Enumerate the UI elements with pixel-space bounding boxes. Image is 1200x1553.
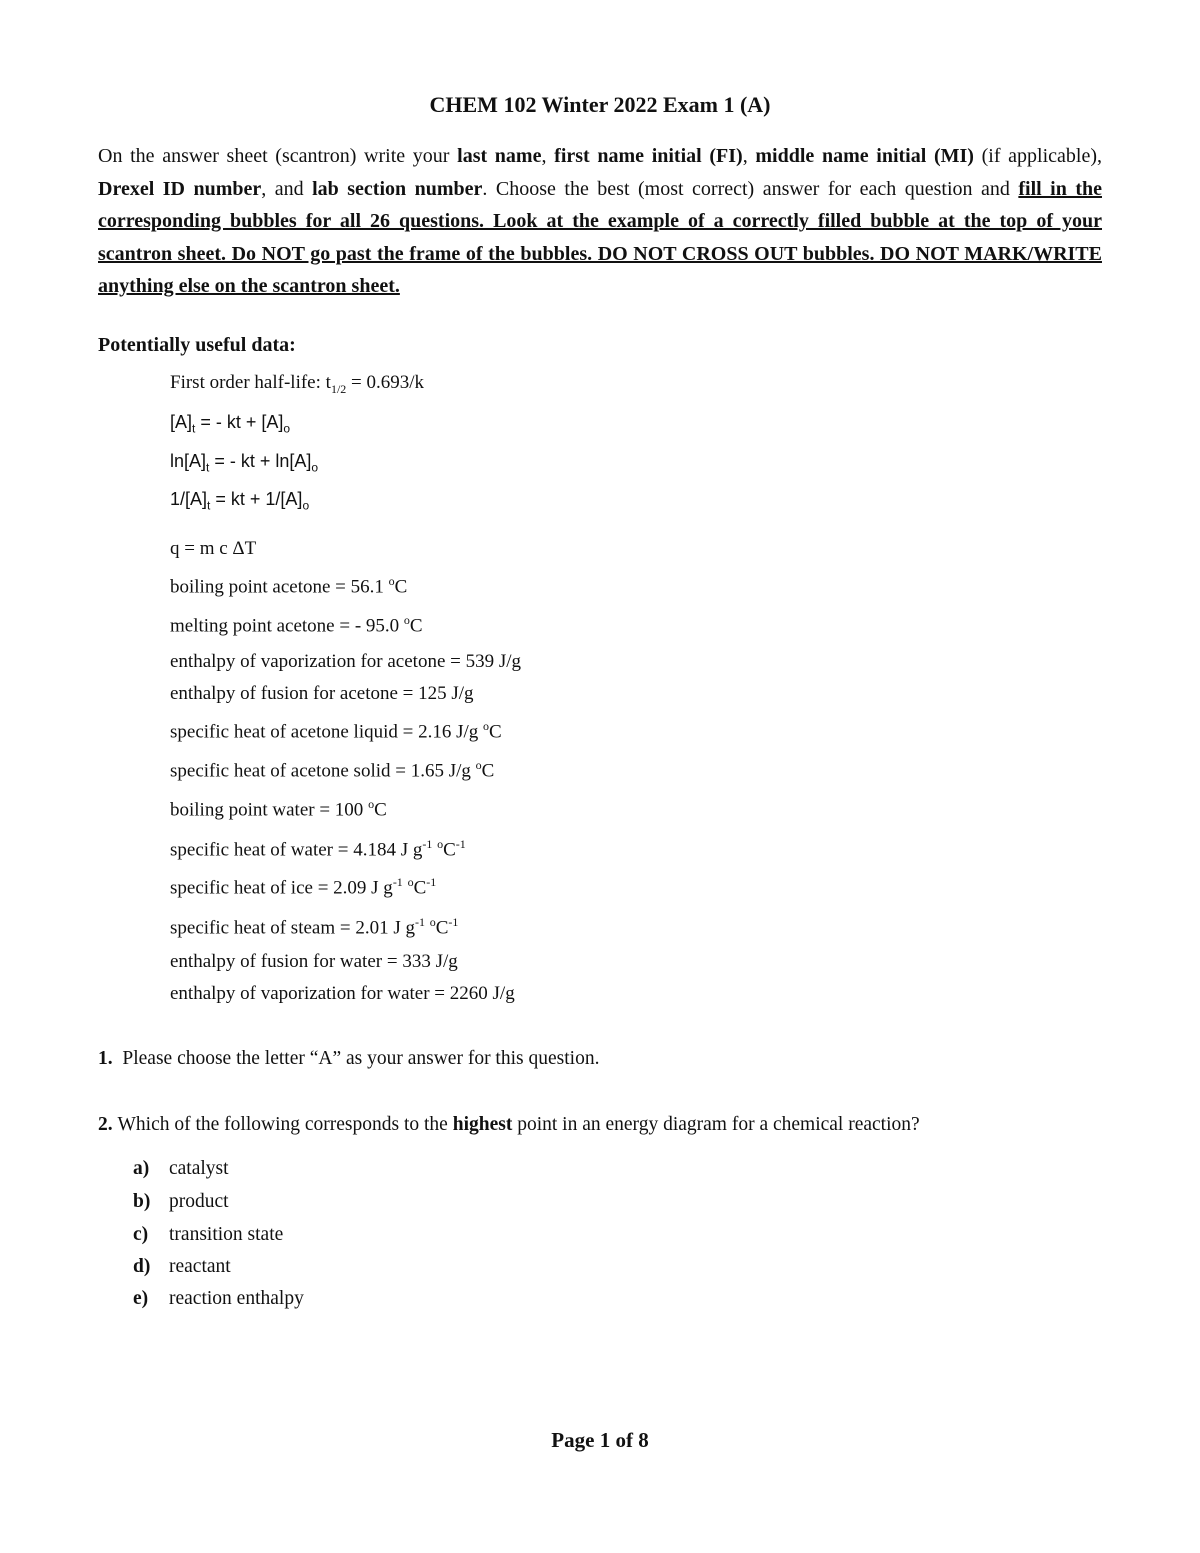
zero-order-o: o bbox=[283, 421, 291, 436]
bp-acetone bbox=[170, 574, 407, 598]
degree-sign: o bbox=[475, 758, 482, 772]
zero-order-mid: = - kt + [A] bbox=[195, 412, 284, 432]
question-emphasis: highest bbox=[452, 1114, 513, 1135]
first-order-a: ln[A] bbox=[170, 451, 207, 471]
instr-middle-initial: middle name initial (MI) bbox=[755, 145, 974, 167]
sh-steam bbox=[170, 915, 458, 939]
question-number: 1. bbox=[98, 1048, 113, 1069]
option-d bbox=[133, 1256, 231, 1278]
option-text: reaction enthalpy bbox=[169, 1288, 304, 1309]
zero-order-t: t bbox=[192, 421, 196, 436]
instr-lab-section: lab section number bbox=[312, 177, 483, 200]
instructions bbox=[98, 140, 1102, 303]
exam-title: CHEM 102 Winter 2022 Exam 1 (A) bbox=[429, 92, 771, 117]
sh-acetone-solid-text: specific heat of acetone solid = 1.65 J/g bbox=[170, 760, 476, 782]
option-text: transition state bbox=[169, 1224, 284, 1245]
first-order-o: o bbox=[311, 460, 319, 475]
half-life-t: t bbox=[325, 372, 331, 393]
celsius-unit: C bbox=[374, 799, 387, 821]
page-number: Page 1 of 8 bbox=[551, 1428, 649, 1452]
option-text: catalyst bbox=[169, 1158, 229, 1179]
question-number: 2. bbox=[98, 1114, 113, 1135]
instr-bubble-rules: fill in the corresponding bubbles for all 26 questions. Look at the example of a correctly filled bubble at the top of your scantron sheet. Do NOT go past the frame of the bubbles. DO NOT CROSS OUT bubbles. DO NOT MARK/WRITE anything else on the scantron sheet. bbox=[98, 177, 1102, 297]
instr-drexel-id: Drexel ID number bbox=[98, 177, 262, 200]
instr-text-3: , bbox=[742, 145, 756, 167]
half-life-sub: 1/2 bbox=[330, 381, 347, 396]
second-order-t: t bbox=[207, 498, 211, 513]
instr-first-initial: first name initial (FI) bbox=[554, 145, 743, 167]
celsius-unit: C bbox=[481, 760, 495, 782]
option-b bbox=[133, 1191, 229, 1213]
exponent: -1 bbox=[448, 915, 459, 929]
sh-ice-text: specific heat of ice = 2.09 J g bbox=[170, 877, 393, 899]
option-letter: a) bbox=[133, 1158, 150, 1179]
option-letter: d) bbox=[133, 1256, 151, 1277]
half-life-label: First order half-life: bbox=[170, 372, 326, 393]
option-text: product bbox=[169, 1191, 229, 1212]
hvap-acetone: enthalpy of vaporization for acetone = 539 J/g bbox=[170, 651, 522, 672]
instr-last-name: last name bbox=[457, 145, 542, 167]
hvap-water: enthalpy of vaporization for water = 2260 J/g bbox=[170, 983, 515, 1004]
bp-acetone-text: boiling point acetone = 56.1 bbox=[170, 576, 389, 598]
bp-water-text: boiling point water = 100 bbox=[170, 799, 369, 821]
first-order-t: t bbox=[206, 460, 210, 475]
sh-water bbox=[170, 837, 466, 861]
degree-sign: o bbox=[483, 719, 490, 733]
degree-sign: o bbox=[407, 875, 414, 889]
celsius-unit: C bbox=[413, 877, 427, 899]
option-e bbox=[133, 1288, 304, 1310]
mp-acetone-text: melting point acetone = - 95.0 bbox=[170, 615, 404, 637]
celsius-unit: C bbox=[394, 576, 408, 598]
half-life-formula bbox=[170, 372, 424, 397]
exponent: -1 bbox=[422, 837, 433, 851]
half-life-eq: = 0.693/k bbox=[346, 372, 425, 393]
sh-acetone-liquid-text: specific heat of acetone liquid = 2.16 J/g bbox=[170, 721, 484, 743]
second-order-mid: = kt + 1/[A] bbox=[210, 489, 303, 509]
question-text: Please choose the letter “A” as your answer for this question. bbox=[122, 1048, 600, 1069]
celsius-unit: C bbox=[489, 721, 502, 743]
hfus-water: enthalpy of fusion for water = 333 J/g bbox=[170, 951, 458, 972]
option-text: reactant bbox=[169, 1256, 231, 1277]
instr-text-5: , and bbox=[261, 177, 313, 200]
first-order-formula bbox=[170, 451, 318, 475]
option-letter: e) bbox=[133, 1288, 149, 1309]
question-1 bbox=[98, 1048, 599, 1070]
second-order-formula bbox=[170, 489, 309, 513]
exponent: -1 bbox=[414, 915, 425, 929]
option-letter: c) bbox=[133, 1224, 149, 1245]
option-a bbox=[133, 1158, 229, 1180]
celsius-unit: C bbox=[435, 917, 449, 939]
question-text: Which of the following corresponds to the bbox=[117, 1114, 453, 1135]
sh-steam-text: specific heat of steam = 2.01 J g bbox=[170, 917, 415, 939]
instr-text-6: . Choose the best (most correct) answer for each question and bbox=[482, 177, 1019, 200]
degree-sign: o bbox=[429, 915, 436, 929]
instr-text-4: (if applicable), bbox=[973, 145, 1102, 167]
instr-text-2: , bbox=[541, 145, 555, 167]
option-c bbox=[133, 1224, 283, 1246]
sh-water-text: specific heat of water = 4.184 J g bbox=[170, 839, 423, 861]
degree-sign: o bbox=[403, 613, 410, 627]
question-text: point in an energy diagram for a chemical reaction? bbox=[512, 1114, 920, 1135]
heat-equation: q = m c ΔT bbox=[170, 538, 257, 559]
exponent: -1 bbox=[455, 837, 466, 851]
sh-acetone-liquid bbox=[170, 719, 502, 743]
exponent: -1 bbox=[426, 875, 437, 889]
exponent: -1 bbox=[392, 875, 403, 889]
celsius-unit: C bbox=[443, 839, 456, 861]
bp-water bbox=[170, 797, 387, 821]
instr-text-1: On the answer sheet (scantron) write your bbox=[98, 145, 458, 167]
zero-order-a: [A] bbox=[170, 412, 193, 432]
degree-sign: o bbox=[437, 837, 444, 851]
degree-sign: o bbox=[388, 574, 395, 588]
question-2 bbox=[98, 1114, 920, 1136]
degree-sign: o bbox=[368, 797, 375, 811]
hfus-acetone: enthalpy of fusion for acetone = 125 J/g bbox=[170, 683, 474, 704]
zero-order-formula bbox=[170, 412, 290, 436]
second-order-o: o bbox=[302, 498, 310, 513]
sh-ice bbox=[170, 875, 436, 899]
sh-acetone-solid bbox=[170, 758, 494, 782]
celsius-unit: C bbox=[409, 615, 423, 637]
second-order-a: 1/[A] bbox=[170, 489, 208, 509]
option-letter: b) bbox=[133, 1191, 151, 1212]
first-order-mid: = - kt + ln[A] bbox=[209, 451, 312, 471]
mp-acetone bbox=[170, 613, 423, 637]
data-heading: Potentially useful data: bbox=[98, 334, 296, 356]
